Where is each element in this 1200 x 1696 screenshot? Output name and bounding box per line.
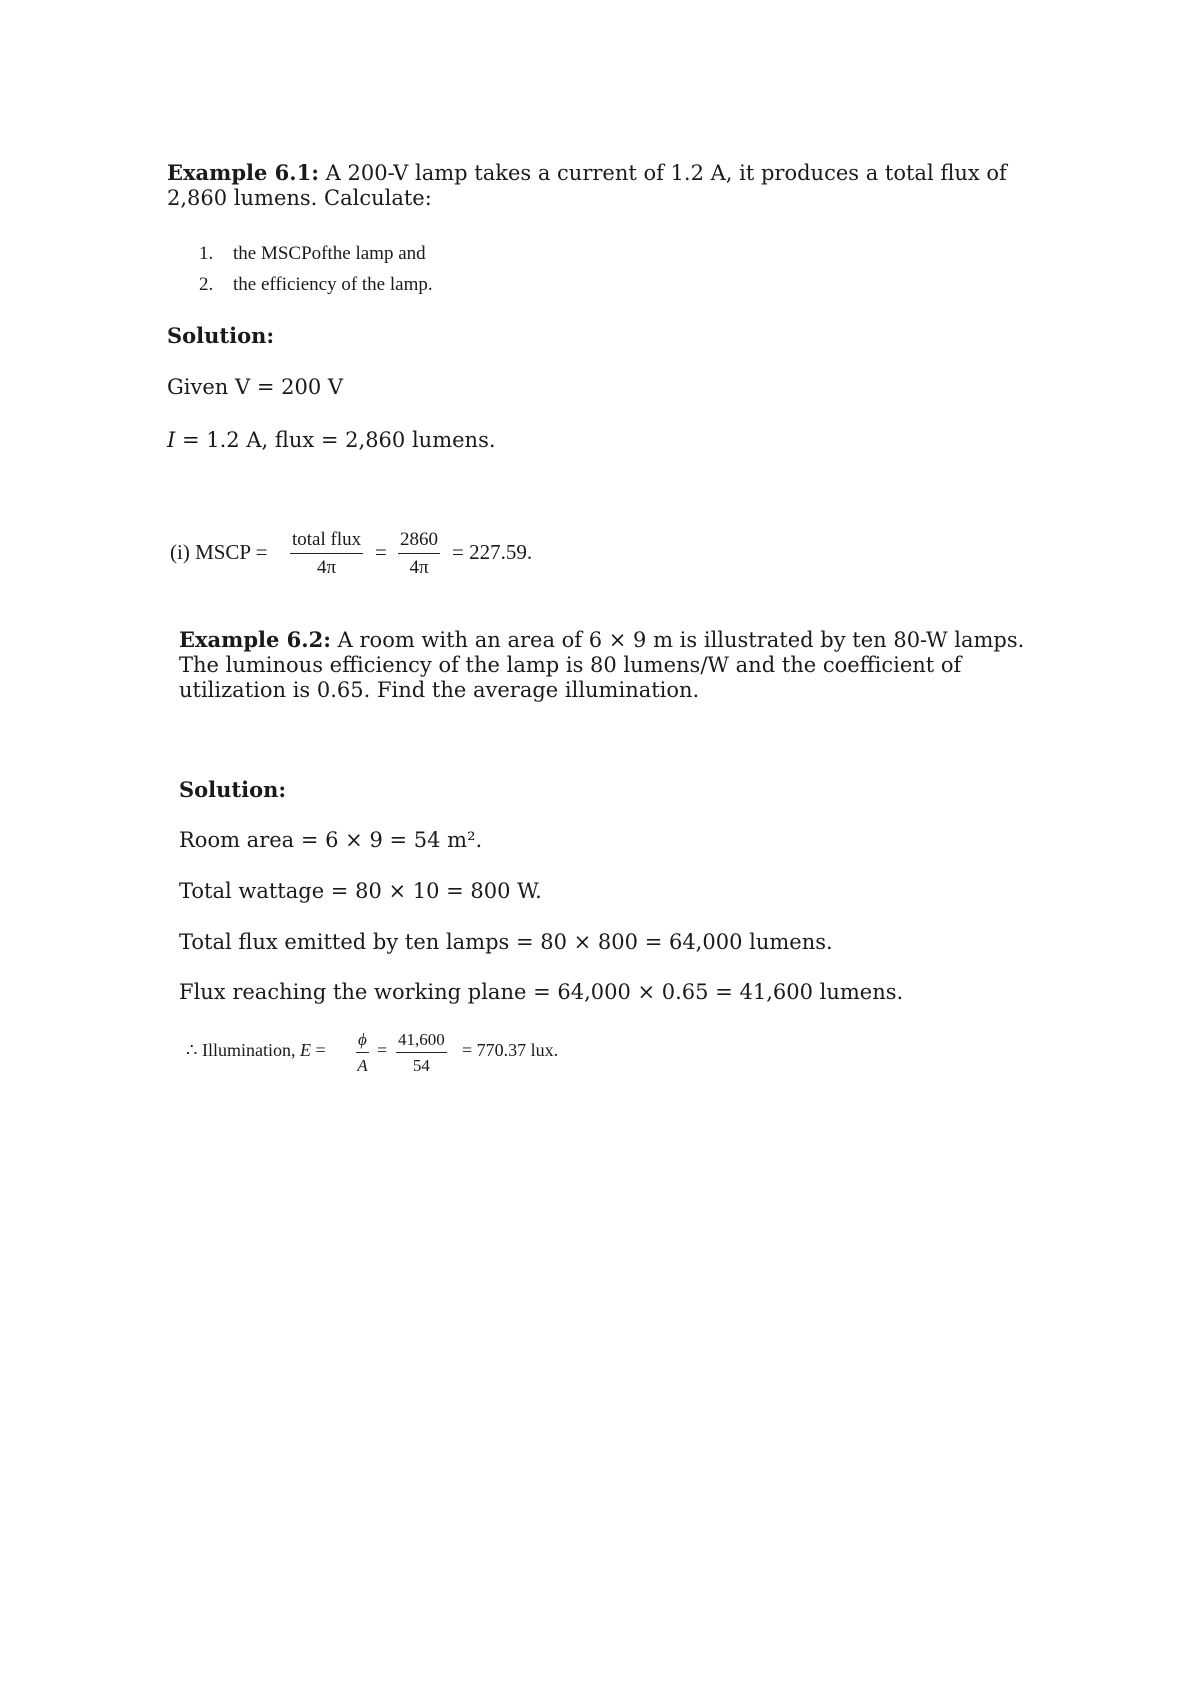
illumination-variable: E <box>299 1040 311 1060</box>
example-6-1-text: A 200-V lamp takes a current of 1.2 A, it produces a total flux of 2,860 lumens. Calculate: <box>167 161 1007 210</box>
fraction-numerator: total flux <box>290 529 363 554</box>
given-current-flux <box>167 428 496 453</box>
room-area-line: Room area = 6 × 9 = 54 m². <box>179 828 483 852</box>
solution-heading-1: Solution: <box>167 323 275 348</box>
solution-heading-2: Solution: <box>179 777 287 802</box>
equals-sign: = <box>375 540 387 564</box>
fraction-numerator: 2860 <box>398 529 440 554</box>
fraction-numerator: ϕ <box>356 1030 369 1053</box>
current-variable: I <box>167 428 176 452</box>
fraction-total-flux-over-4pi <box>290 529 363 579</box>
flux-working-plane-line: Flux reaching the working plane = 64,000 × 0.65 = 41,600 lumens. <box>179 980 904 1004</box>
illumination-result: = 770.37 lux. <box>462 1040 559 1060</box>
fraction-denominator: 4π <box>409 557 429 578</box>
fraction-denominator: 4π <box>317 557 337 578</box>
total-flux-line: Total flux emitted by ten lamps = 80 × 800 = 64,000 lumens. <box>179 930 833 954</box>
example-6-2-statement <box>179 627 1059 703</box>
list-text: the efficiency of the lamp. <box>233 274 433 295</box>
example-6-1-statement <box>167 160 1047 211</box>
given-current-flux-text: = 1.2 A, flux = 2,860 lumens. <box>181 428 496 452</box>
total-wattage-line: Total wattage = 80 × 10 = 800 W. <box>179 879 542 903</box>
equals-sign: = <box>377 1040 388 1060</box>
example-6-2-title: Example 6.2: <box>179 627 331 652</box>
example-6-1-title: Example 6.1: <box>167 160 319 185</box>
mscp-result: = 227.59. <box>452 540 533 564</box>
fraction-denominator: A <box>357 1056 368 1075</box>
list-number: 1. <box>199 243 214 264</box>
fraction-numerator: 41,600 <box>396 1030 447 1053</box>
fraction-phi-over-a <box>356 1030 369 1076</box>
list-number: 2. <box>199 274 214 295</box>
fraction-2860-over-4pi <box>398 529 440 579</box>
fraction-denominator: 54 <box>412 1056 430 1075</box>
given-voltage: Given V = 200 V <box>167 375 344 399</box>
equals-sign: = <box>315 1040 326 1060</box>
list-text: the MSCPofthe lamp and <box>233 243 426 264</box>
illumination-label: ∴ Illumination, <box>186 1040 296 1060</box>
fraction-41600-over-54 <box>396 1030 447 1076</box>
mscp-prefix: (i) MSCP = <box>170 540 268 564</box>
example-6-2-text: A room with an area of 6 × 9 m is illustrated by ten 80-W lamps. The luminous efficiency of the lamp is 80 lumens/W and the coefficient of utilization is 0.65. Find the average illumination. <box>179 628 1025 702</box>
illumination-prefix <box>186 1040 326 1061</box>
question-list-item-1 <box>199 243 426 265</box>
question-list-item-2 <box>199 274 433 296</box>
